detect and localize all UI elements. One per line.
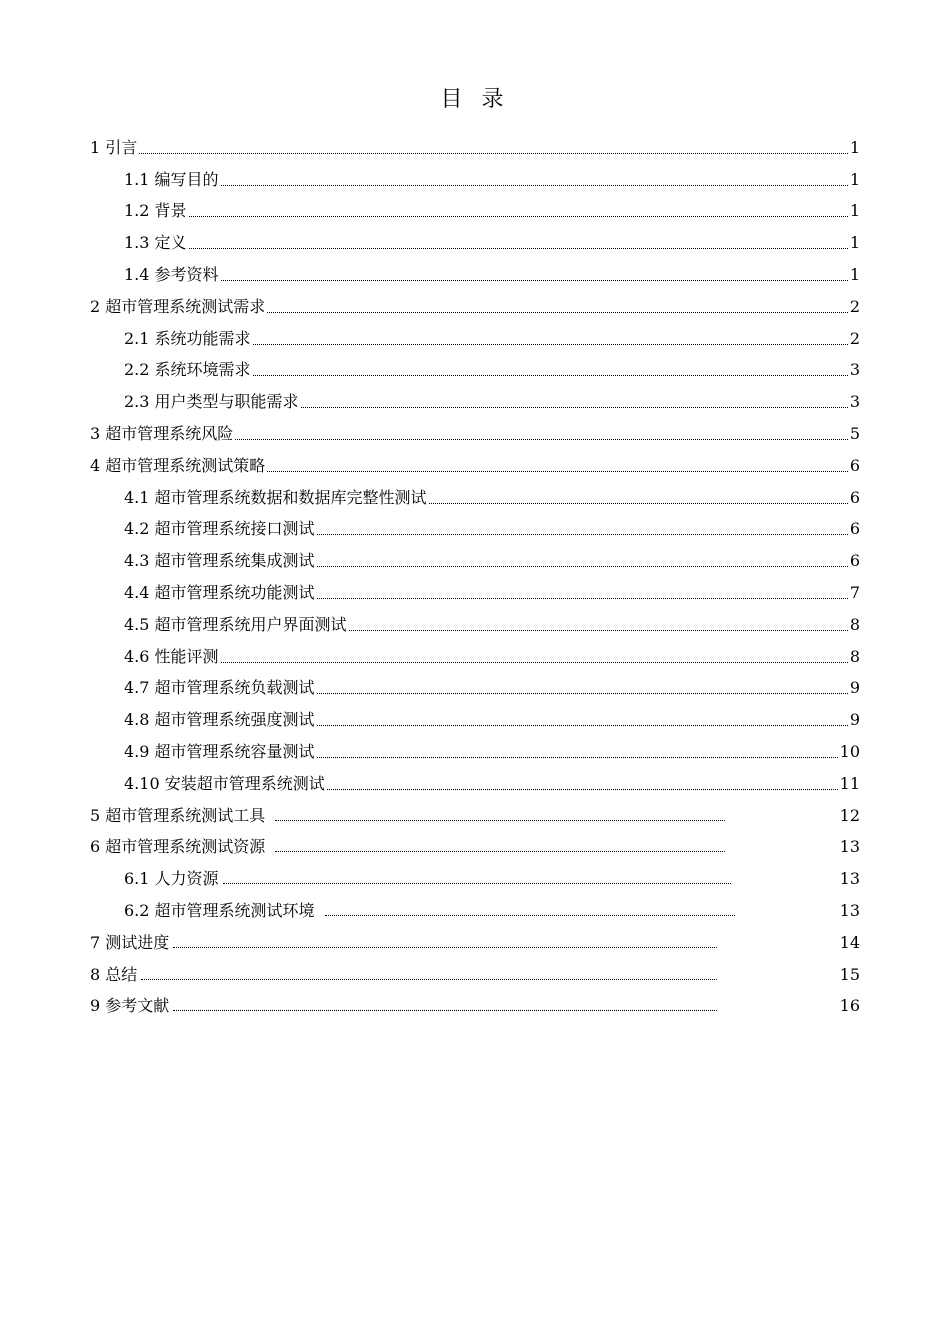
toc-entry[interactable] bbox=[90, 571, 860, 603]
toc-entry[interactable] bbox=[90, 698, 860, 730]
dot-leader bbox=[253, 344, 848, 345]
toc-entry[interactable] bbox=[90, 349, 860, 381]
toc-entry-page: 3 bbox=[849, 360, 860, 380]
toc-entry[interactable] bbox=[90, 730, 860, 762]
dot-leader bbox=[327, 789, 838, 790]
toc-entry[interactable] bbox=[90, 539, 860, 571]
toc-entry-page: 2 bbox=[849, 328, 860, 348]
toc-title: 目 录 bbox=[440, 87, 510, 112]
toc-entry[interactable] bbox=[90, 762, 860, 794]
toc-entry[interactable] bbox=[90, 317, 860, 349]
toc-entry-label: 2.2 系统环境需求 bbox=[124, 360, 251, 380]
toc-entry[interactable] bbox=[90, 221, 860, 253]
toc-entry[interactable] bbox=[90, 953, 860, 985]
toc-entry[interactable] bbox=[90, 889, 860, 921]
dot-leader bbox=[139, 153, 848, 154]
toc-entry-label: 4.2 超市管理系统接口测试 bbox=[124, 519, 315, 539]
toc-entry-page: 8 bbox=[849, 646, 860, 666]
toc-entry-label: 4.7 超市管理系统负载测试 bbox=[124, 678, 315, 698]
dot-leader bbox=[141, 979, 717, 980]
toc-entry-label: 4.10 安装超市管理系统测试 bbox=[124, 773, 325, 793]
toc-entry[interactable] bbox=[90, 253, 860, 285]
toc-entry-label: 4.8 超市管理系统强度测试 bbox=[124, 710, 315, 730]
toc-entry[interactable] bbox=[90, 985, 860, 1017]
toc-entry-label: 1.4 参考资料 bbox=[124, 264, 219, 284]
dot-leader bbox=[189, 248, 848, 249]
toc-entry[interactable] bbox=[90, 826, 860, 858]
toc-entry-page: 13 bbox=[839, 900, 860, 920]
dot-leader bbox=[349, 630, 848, 631]
dot-leader bbox=[275, 820, 725, 821]
toc-entry-page: 2 bbox=[849, 296, 860, 316]
dot-leader bbox=[317, 534, 848, 535]
toc-entry[interactable] bbox=[90, 126, 860, 158]
toc-entry-page: 11 bbox=[839, 773, 860, 793]
toc-entry-label: 2.1 系统功能需求 bbox=[124, 328, 251, 348]
toc-entry[interactable] bbox=[90, 380, 860, 412]
toc-entry[interactable] bbox=[90, 794, 860, 826]
toc-entry-label: 1.1 编写目的 bbox=[124, 169, 219, 189]
toc-entry-page: 15 bbox=[839, 964, 860, 984]
toc-entry-label: 5 超市管理系统测试工具 bbox=[90, 805, 266, 825]
dot-leader bbox=[221, 280, 848, 281]
toc-entry-page: 3 bbox=[849, 392, 860, 412]
toc-entry-page: 1 bbox=[849, 264, 860, 284]
toc-entry-page: 10 bbox=[839, 741, 860, 761]
toc-entry[interactable] bbox=[90, 603, 860, 635]
dot-leader bbox=[317, 757, 838, 758]
dot-leader bbox=[189, 216, 848, 217]
dot-leader bbox=[275, 851, 725, 852]
toc-entry-page: 9 bbox=[849, 710, 860, 730]
toc-entry-label: 6 超市管理系统测试资源 bbox=[90, 837, 266, 857]
toc-entry-page: 6 bbox=[849, 551, 860, 571]
toc-entry-page: 1 bbox=[849, 201, 860, 221]
toc-entry[interactable] bbox=[90, 190, 860, 222]
toc-entry-page: 9 bbox=[849, 678, 860, 698]
toc-entry-page: 16 bbox=[839, 996, 860, 1016]
toc-entry-page: 1 bbox=[849, 169, 860, 189]
toc-entry[interactable] bbox=[90, 285, 860, 317]
toc-entry-label: 4.1 超市管理系统数据和数据库完整性测试 bbox=[124, 487, 427, 507]
toc-entry-label: 6.2 超市管理系统测试环境 bbox=[124, 900, 315, 920]
dot-leader bbox=[221, 185, 848, 186]
toc-entry-page: 12 bbox=[839, 805, 860, 825]
toc-entry-label: 1 引言 bbox=[90, 137, 138, 157]
dot-leader bbox=[317, 725, 848, 726]
dot-leader bbox=[267, 312, 848, 313]
dot-leader bbox=[317, 693, 848, 694]
dot-leader bbox=[235, 439, 848, 440]
toc-entry-label: 4 超市管理系统测试策略 bbox=[90, 455, 266, 475]
toc-entry-label: 4.6 性能评测 bbox=[124, 646, 219, 666]
dot-leader bbox=[317, 566, 848, 567]
toc-entry-page: 5 bbox=[849, 423, 860, 443]
toc-entry-page: 13 bbox=[839, 837, 860, 857]
dot-leader bbox=[301, 407, 848, 408]
toc-entry-page: 8 bbox=[849, 614, 860, 634]
toc-entry-label: 9 参考文献 bbox=[90, 996, 170, 1016]
toc-entry[interactable] bbox=[90, 857, 860, 889]
toc-entry[interactable] bbox=[90, 412, 860, 444]
toc-entry-label: 4.4 超市管理系统功能测试 bbox=[124, 582, 315, 602]
dot-leader bbox=[429, 503, 848, 504]
toc-entry-page: 13 bbox=[839, 869, 860, 889]
dot-leader bbox=[223, 883, 731, 884]
toc-entry[interactable] bbox=[90, 635, 860, 667]
toc-entry-page: 14 bbox=[839, 932, 860, 952]
toc-entry-label: 4.9 超市管理系统容量测试 bbox=[124, 741, 315, 761]
toc-entry-label: 4.3 超市管理系统集成测试 bbox=[124, 551, 315, 571]
toc-entry-label: 2 超市管理系统测试需求 bbox=[90, 296, 266, 316]
toc-entry-label: 1.2 背景 bbox=[124, 201, 187, 221]
toc-entry-label: 2.3 用户类型与职能需求 bbox=[124, 392, 299, 412]
toc-entry-label: 3 超市管理系统风险 bbox=[90, 423, 234, 443]
dot-leader bbox=[173, 947, 717, 948]
dot-leader bbox=[253, 375, 848, 376]
toc-entry-label: 6.1 人力资源 bbox=[124, 869, 219, 889]
toc-entry[interactable] bbox=[90, 158, 860, 190]
dot-leader bbox=[325, 915, 735, 916]
toc-entry-page: 1 bbox=[849, 233, 860, 253]
dot-leader bbox=[221, 662, 848, 663]
dot-leader bbox=[317, 598, 848, 599]
toc-entry[interactable] bbox=[90, 444, 860, 476]
toc-entry-label: 1.3 定义 bbox=[124, 233, 187, 253]
toc-entry[interactable] bbox=[90, 508, 860, 540]
toc-entry-label: 8 总结 bbox=[90, 964, 138, 984]
toc-entry[interactable] bbox=[90, 667, 860, 699]
toc-entry[interactable] bbox=[90, 476, 860, 508]
dot-leader bbox=[173, 1010, 717, 1011]
toc-entry[interactable] bbox=[90, 921, 860, 953]
toc-entry-page: 6 bbox=[849, 455, 860, 475]
toc-entry-page: 6 bbox=[849, 519, 860, 539]
toc-entry-label: 7 测试进度 bbox=[90, 932, 170, 952]
toc-entry-page: 7 bbox=[849, 582, 860, 602]
toc-list bbox=[90, 126, 860, 1016]
toc-entry-page: 1 bbox=[849, 137, 860, 157]
dot-leader bbox=[267, 471, 848, 472]
toc-entry-page: 6 bbox=[849, 487, 860, 507]
toc-entry-label: 4.5 超市管理系统用户界面测试 bbox=[124, 614, 347, 634]
